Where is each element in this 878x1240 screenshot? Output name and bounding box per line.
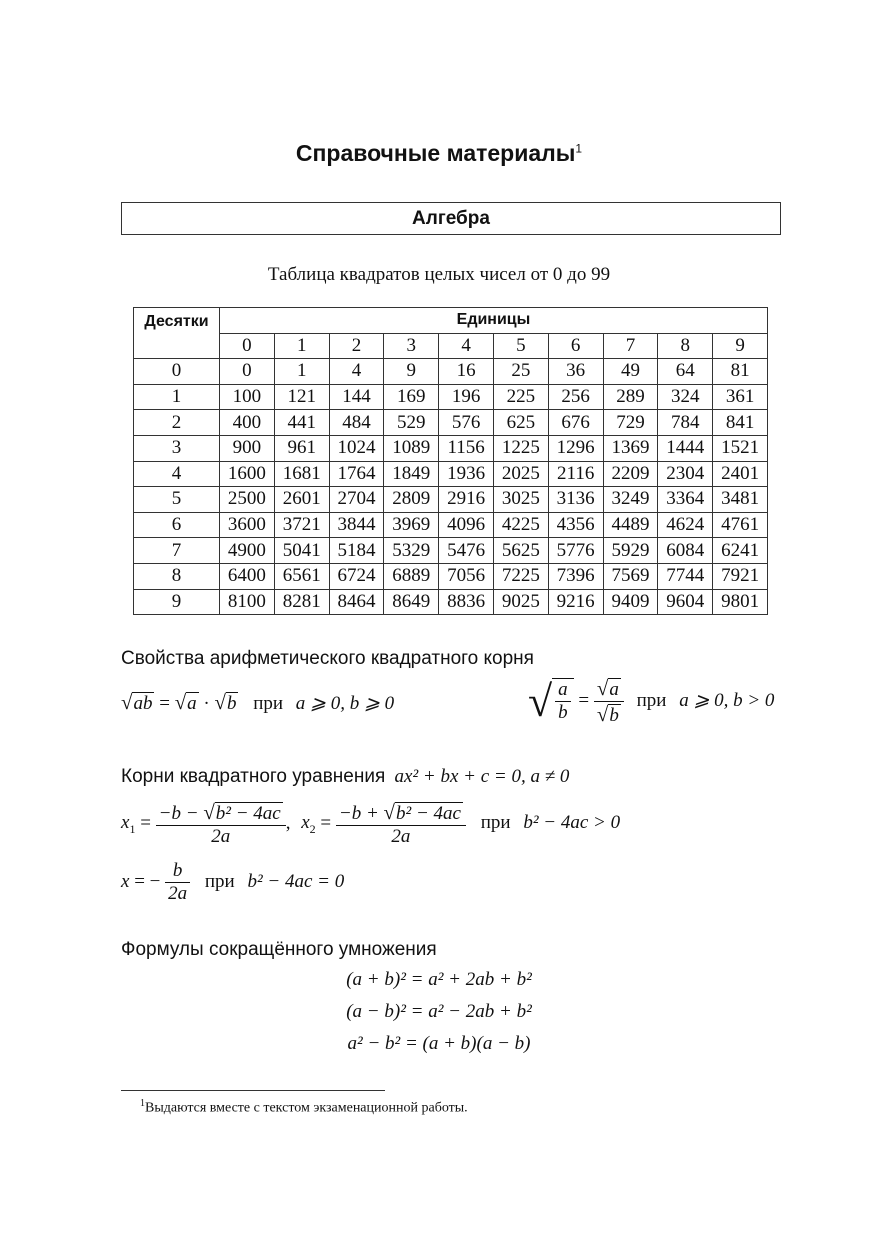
footnote-mark: 1 [575, 141, 583, 156]
square-cell: 9025 [493, 589, 548, 615]
square-cell: 841 [713, 410, 768, 436]
square-cell: 1936 [439, 461, 494, 487]
square-cell: 2116 [548, 461, 603, 487]
square-cell: 7396 [548, 563, 603, 589]
square-cell: 0 [220, 359, 275, 385]
squares-table [133, 307, 768, 615]
tens-cell: 0 [134, 359, 220, 385]
tens-cell: 3 [134, 435, 220, 461]
square-cell: 100 [220, 384, 275, 410]
condition: b² − 4ac = 0 [247, 870, 345, 892]
footnote: $^1$Выдаются вместе с текстом экзаменационной работы. [140, 1098, 468, 1116]
unit-header-cell: 3 [384, 333, 439, 359]
table-row [134, 487, 768, 513]
square-cell: 1089 [384, 435, 439, 461]
square-cell: 676 [548, 410, 603, 436]
square-cell: 7056 [439, 563, 494, 589]
square-cell: 361 [713, 384, 768, 410]
square-cell: 16 [439, 359, 494, 385]
square-cell: 2025 [493, 461, 548, 487]
square-cell: 6724 [329, 563, 384, 589]
square-cell: 1600 [220, 461, 275, 487]
tens-cell: 6 [134, 512, 220, 538]
square-cell: 1296 [548, 435, 603, 461]
square-cell: 6084 [658, 538, 713, 564]
square-cell: 1369 [603, 435, 658, 461]
square-cell: 900 [220, 435, 275, 461]
square-cell: 1024 [329, 435, 384, 461]
quadratic-roots-formula: $x_1$ = $\frac{\text{−b − √b² − 4ac}}{2a}$ , $x_2$ = $\frac{\text{−b + √b² − 4ac}}{2a}$ при b² − 4ac > 0 [121, 800, 621, 847]
square-cell: 5041 [274, 538, 329, 564]
table-row [134, 384, 768, 410]
table-row [134, 461, 768, 487]
tens-cell: 2 [134, 410, 220, 436]
unit-header-cell: 8 [658, 333, 713, 359]
tens-cell: 4 [134, 461, 220, 487]
short-mult-heading: Формулы сокращённого умножения [121, 939, 437, 960]
square-cell: 4489 [603, 512, 658, 538]
section-header: Алгебра [121, 202, 781, 235]
condition: a ⩾ 0, b ⩾ 0 [295, 693, 395, 714]
square-cell: 9409 [603, 589, 658, 615]
sqrt-product-formula: √ab = √a · √b при a ⩾ 0, b ⩾ 0 [121, 690, 395, 714]
tens-cell: 5 [134, 487, 220, 513]
quadratic-heading: Корни квадратного уравнения ax² + bx + c = 0, a ≠ 0 [121, 766, 570, 787]
square-cell: 3025 [493, 487, 548, 513]
condition: b² − 4ac > 0 [523, 812, 621, 834]
square-cell: 576 [439, 410, 494, 436]
word-pri: при [253, 693, 284, 714]
sqrt-properties-heading: Свойства арифметического квадратного корня [121, 648, 534, 669]
square-cell: 3481 [713, 487, 768, 513]
square-cell: 8649 [384, 589, 439, 615]
square-cell: 5625 [493, 538, 548, 564]
table-row [134, 563, 768, 589]
square-cell: 121 [274, 384, 329, 410]
square-cell: 144 [329, 384, 384, 410]
unit-header-cell: 5 [493, 333, 548, 359]
square-cell: 4624 [658, 512, 713, 538]
square-cell: 729 [603, 410, 658, 436]
table-row [134, 589, 768, 615]
square-cell: 4 [329, 359, 384, 385]
square-cell: 9 [384, 359, 439, 385]
square-cell: 49 [603, 359, 658, 385]
square-cell: 2704 [329, 487, 384, 513]
square-cell: 961 [274, 435, 329, 461]
square-cell: 196 [439, 384, 494, 410]
table-body [134, 359, 768, 615]
unit-header-cell: 1 [274, 333, 329, 359]
square-cell: 8836 [439, 589, 494, 615]
square-cell: 5329 [384, 538, 439, 564]
square-cell: 4761 [713, 512, 768, 538]
square-cell: 289 [603, 384, 658, 410]
square-cell: 2401 [713, 461, 768, 487]
units-row [134, 333, 768, 359]
table-caption: Таблица квадратов целых чисел от 0 до 99 [267, 264, 611, 285]
table-row [134, 538, 768, 564]
table-row [134, 435, 768, 461]
word-pri: при [480, 812, 511, 834]
square-cell: 5476 [439, 538, 494, 564]
square-cell: 25 [493, 359, 548, 385]
square-cell: 6561 [274, 563, 329, 589]
word-pri: при [636, 689, 667, 711]
unit-header-cell: 4 [439, 333, 494, 359]
square-cell: 3721 [274, 512, 329, 538]
square-cell: 2601 [274, 487, 329, 513]
sqrt-quotient-formula: √ $\frac{a}{b}$ = $\frac{√a}{√b}$ при a ⩾ 0, b > 0 [528, 676, 775, 726]
square-cell: 256 [548, 384, 603, 410]
square-cell: 3364 [658, 487, 713, 513]
square-cell: 1 [274, 359, 329, 385]
square-cell: 3969 [384, 512, 439, 538]
unit-header-cell: 6 [548, 333, 603, 359]
square-cell: 1225 [493, 435, 548, 461]
square-cell: 1849 [384, 461, 439, 487]
unit-header-cell: 2 [329, 333, 384, 359]
square-cell: 3600 [220, 512, 275, 538]
square-cell: 6400 [220, 563, 275, 589]
unit-header-cell: 9 [713, 333, 768, 359]
formula-square-of-sum: (a + b)² = a² + 2ab + b² [346, 969, 532, 990]
square-cell: 1764 [329, 461, 384, 487]
square-cell: 81 [713, 359, 768, 385]
square-cell: 324 [658, 384, 713, 410]
square-cell: 4225 [493, 512, 548, 538]
square-cell: 4356 [548, 512, 603, 538]
square-cell: 2809 [384, 487, 439, 513]
square-cell: 3249 [603, 487, 658, 513]
square-cell: 7569 [603, 563, 658, 589]
square-cell: 1444 [658, 435, 713, 461]
square-cell: 1521 [713, 435, 768, 461]
square-cell: 484 [329, 410, 384, 436]
square-cell: 6241 [713, 538, 768, 564]
square-cell: 7225 [493, 563, 548, 589]
square-cell: 3136 [548, 487, 603, 513]
square-cell: 9604 [658, 589, 713, 615]
square-cell: 2500 [220, 487, 275, 513]
square-cell: 6889 [384, 563, 439, 589]
square-cell: 8464 [329, 589, 384, 615]
square-cell: 36 [548, 359, 603, 385]
condition: a ⩾ 0, b > 0 [679, 689, 775, 711]
row-header: Десятки [134, 308, 220, 359]
square-cell: 4096 [439, 512, 494, 538]
tens-cell: 8 [134, 563, 220, 589]
square-cell: 7921 [713, 563, 768, 589]
square-cell: 9801 [713, 589, 768, 615]
square-cell: 4900 [220, 538, 275, 564]
square-cell: 169 [384, 384, 439, 410]
square-cell: 400 [220, 410, 275, 436]
square-cell: 441 [274, 410, 329, 436]
square-cell: 784 [658, 410, 713, 436]
square-cell: 225 [493, 384, 548, 410]
square-cell: 5776 [548, 538, 603, 564]
column-header: Единицы [220, 308, 768, 334]
formula-difference-of-squares: a² − b² = (a + b)(a − b) [347, 1033, 531, 1054]
short-mult-formulas [0, 964, 878, 1060]
square-cell: 2916 [439, 487, 494, 513]
square-cell: 1681 [274, 461, 329, 487]
square-cell: 64 [658, 359, 713, 385]
quadratic-single-root-formula: x = − $\frac{b}{2a}$ при b² − 4ac = 0 [121, 860, 345, 904]
quadratic-equation: ax² + bx + c = 0, a ≠ 0 [394, 766, 570, 787]
square-cell: 1156 [439, 435, 494, 461]
formula-square-of-difference: (a − b)² = a² − 2ab + b² [346, 1001, 532, 1022]
square-cell: 3844 [329, 512, 384, 538]
table-row [134, 512, 768, 538]
tens-cell: 1 [134, 384, 220, 410]
tens-cell: 7 [134, 538, 220, 564]
unit-header-cell: 0 [220, 333, 275, 359]
page-title: Справочные материалы$^1$ [295, 140, 583, 166]
square-cell: 2209 [603, 461, 658, 487]
square-cell: 7744 [658, 563, 713, 589]
square-cell: 5184 [329, 538, 384, 564]
unit-header-cell: 7 [603, 333, 658, 359]
square-cell: 529 [384, 410, 439, 436]
square-cell: 5929 [603, 538, 658, 564]
table-row [134, 410, 768, 436]
square-cell: 625 [493, 410, 548, 436]
square-cell: 9216 [548, 589, 603, 615]
tens-cell: 9 [134, 589, 220, 615]
square-cell: 8281 [274, 589, 329, 615]
square-cell: 2304 [658, 461, 713, 487]
footnote-rule [121, 1090, 385, 1091]
word-pri: при [204, 870, 235, 892]
square-cell: 8100 [220, 589, 275, 615]
table-row [134, 359, 768, 385]
